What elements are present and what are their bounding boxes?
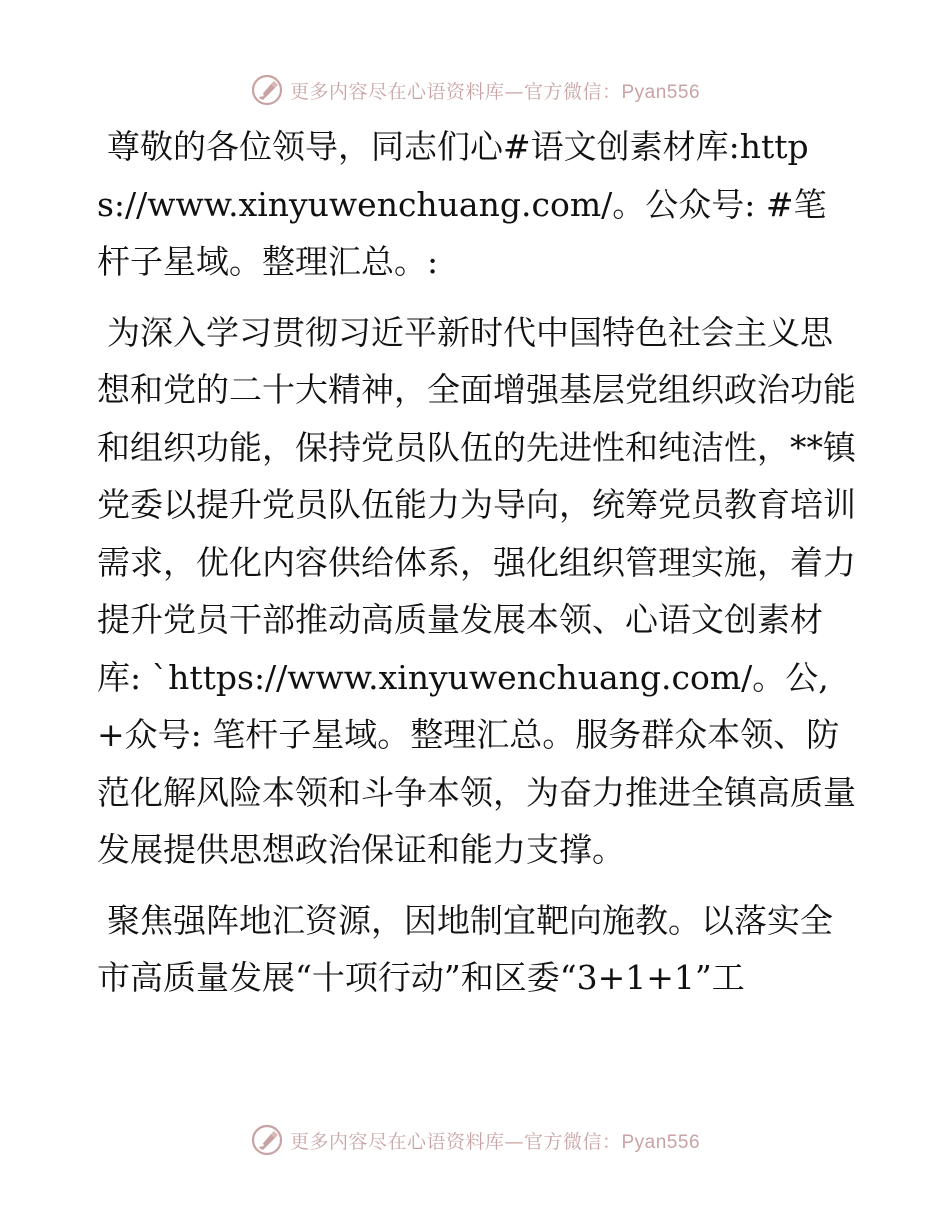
header-banner-wechat: 官方微信：: [523, 80, 622, 103]
header-banner: [0, 70, 950, 110]
paragraph-1: 尊敬的各位领导，同志们心#语文创素材库:https://www.xinyuwenchuang.com/。公众号: #笔杆子星域。整理汇总。:: [97, 127, 827, 281]
pen-nib-logo-icon: [250, 73, 284, 107]
footer-banner-dash: —: [504, 1130, 524, 1153]
pen-nib-logo-icon: [250, 1123, 284, 1157]
footer-banner-id: Pyan556: [621, 1131, 701, 1153]
footer-banner-wechat: 官方微信：: [523, 1130, 622, 1153]
footer-banner: [0, 1120, 950, 1160]
footer-banner-title: 更多内容尽在心语资料库: [289, 1130, 505, 1153]
paragraph-3: 聚焦强阵地汇资源，因地制宜靶向施教。以落实全市高质量发展“十项行动”和区委“3+1+1”工: [97, 900, 833, 997]
footer-banner-text: [290, 1127, 700, 1154]
header-banner-dash: —: [504, 80, 524, 103]
header-banner-id: Pyan556: [621, 81, 701, 103]
document-body: [97, 118, 857, 1007]
header-banner-text: [290, 77, 700, 104]
paragraph-2: 为深入学习贯彻习近平新时代中国特色社会主义思想和党的二十大精神，全面增强基层党组织政治功能和组织功能，保持党员队伍的先进性和纯洁性，**镇党委以提升党员队伍能力为导向，统筹党员教育培训需求，优化内容供给体系，强化组织管理实施，着力提升党员干部推动高质量发展本领、心语文创素材库: `https://www.xinyuwenchuang.com/。公,+众号: 笔杆子星域。整理汇总。服务群众本领、防范化解风险本领和斗争本领，为奋力推进全镇高质量发展提供思想政治保证和能力支撑。: [97, 312, 856, 869]
header-banner-title: 更多内容尽在心语资料库: [289, 80, 505, 103]
